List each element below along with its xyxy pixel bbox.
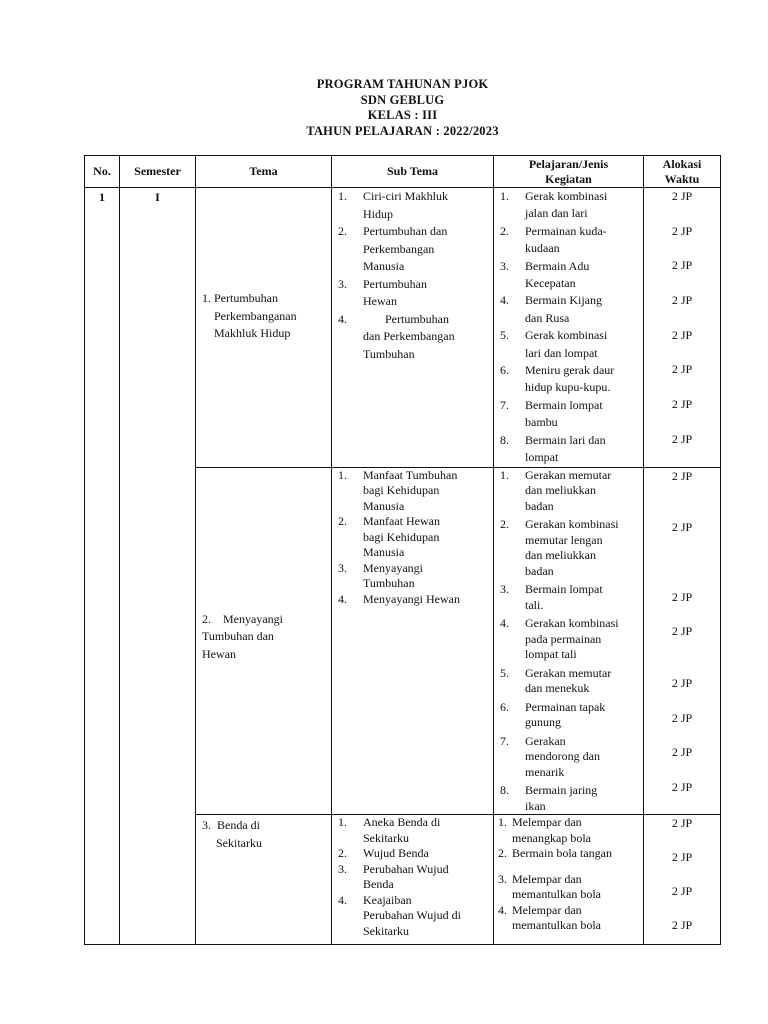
- tema-line: 2. Menyayangi: [202, 611, 283, 626]
- alokasi-list: [644, 188, 720, 458]
- kegiatan-item-line: kudaan: [525, 241, 560, 256]
- kegiatan-item-line: Gerakan kombinasi: [525, 517, 619, 531]
- subtema-item-number: 1.: [338, 189, 347, 203]
- subtema-item-number: 2.: [338, 846, 347, 860]
- tema-line: 3. Benda di: [202, 818, 260, 832]
- subtema-item: [332, 188, 493, 223]
- subtema-cell: [332, 815, 494, 945]
- subtema-item-line: Perkembangan: [363, 241, 435, 256]
- kegiatan-cell: [494, 188, 644, 468]
- tema-cell: [196, 467, 332, 815]
- alokasi-value: 2 JP: [671, 744, 693, 759]
- kegiatan-item-line: badan: [525, 563, 554, 578]
- alokasi-value: 2 JP: [671, 850, 693, 864]
- tema-line: Tumbuhan dan: [202, 629, 274, 643]
- subtema-item-line: Ciri-ciri Makhluk: [363, 189, 448, 203]
- subtema-item: [332, 514, 493, 561]
- kegiatan-item-line: memantulkan bola: [512, 918, 601, 932]
- kegiatan-item: [494, 700, 643, 731]
- kegiatan-item-number: 2.: [500, 517, 509, 531]
- kegiatan-item-line: memutar lengan: [525, 532, 603, 547]
- kegiatan-item-line: lari dan lompat: [525, 345, 598, 360]
- kegiatan-item: [494, 846, 643, 862]
- subtema-item-line: Keajaiban: [363, 892, 412, 907]
- kegiatan-item-number: 1.: [498, 815, 507, 829]
- kegiatan-item-number: 3.: [500, 582, 509, 596]
- alokasi-cell: [644, 467, 721, 815]
- kegiatan-item-number: 6.: [500, 699, 509, 714]
- kegiatan-item-number: 6.: [500, 363, 509, 378]
- kegiatan-item: [494, 292, 643, 327]
- kegiatan-item-line: jalan dan lari: [525, 206, 588, 221]
- subtema-item-line: Sekitarku: [363, 923, 409, 938]
- kegiatan-item-line: gunung: [525, 715, 561, 729]
- document-header: [0, 77, 768, 139]
- kegiatan-item: [494, 223, 643, 258]
- subtema-item-line: Benda: [363, 877, 394, 891]
- kegiatan-item: [494, 517, 643, 579]
- kegiatan-item-number: 3.: [500, 258, 509, 273]
- tema-line: Hewan: [202, 646, 236, 661]
- alokasi-cell: [644, 815, 721, 945]
- kegiatan-item-line: Gerakan: [525, 733, 566, 748]
- kegiatan-item-line: Bermain lompat: [525, 582, 603, 596]
- subtema-item-line: bagi Kehidupan: [363, 529, 440, 544]
- kegiatan-item-number: 7.: [500, 397, 509, 412]
- kegiatan-item-line: Melempar dan: [512, 871, 582, 886]
- kegiatan-list: [494, 468, 643, 815]
- subtema-item: [332, 862, 493, 893]
- kegiatan-item-line: menarik: [525, 764, 565, 779]
- kegiatan-item-line: Permainan kuda-: [525, 223, 607, 238]
- kegiatan-item: [494, 903, 643, 934]
- kegiatan-item: [494, 327, 643, 362]
- kegiatan-item-line: Bermain lari dan: [525, 432, 606, 447]
- kegiatan-item-number: 2.: [498, 846, 507, 860]
- kegiatan-item-line: Gerakan kombinasi: [525, 616, 619, 630]
- kegiatan-item-line: Meniru gerak daur: [525, 363, 615, 378]
- alokasi-value: 2 JP: [671, 468, 693, 483]
- subtema-item-line: Pertumbuhan: [363, 276, 427, 291]
- alokasi-header-line2: Waktu: [664, 171, 700, 186]
- kegiatan-item-line: Gerak kombinasi: [525, 328, 608, 343]
- subtema-item-number: 3.: [338, 861, 347, 876]
- alokasi-value: 2 JP: [671, 884, 693, 898]
- kegiatan-item-number: 4.: [500, 293, 509, 308]
- kegiatan-item-line: Melempar dan: [512, 815, 582, 829]
- tema-line: Makhluk Hidup: [214, 326, 291, 340]
- kegiatan-item-number: 4.: [500, 616, 509, 630]
- row-number-cell: 1: [85, 188, 120, 945]
- subtema-item: [332, 846, 493, 862]
- kegiatan-item-number: 8.: [500, 432, 509, 447]
- kegiatan-item: [494, 397, 643, 432]
- subtema-list: [332, 468, 493, 608]
- subtema-item-line: Pertumbuhan dan: [363, 224, 448, 238]
- subtema-item-line: Menyayangi: [363, 560, 423, 575]
- kegiatan-item-line: lompat: [525, 450, 559, 465]
- tema-line: Perkembanganan: [214, 308, 297, 323]
- kegiatan-list: [494, 815, 643, 934]
- subtema-item-line: bagi Kehidupan: [363, 483, 440, 497]
- kegiatan-item-line: memantulkan bola: [512, 887, 601, 901]
- alokasi-value: 2 JP: [671, 328, 693, 342]
- kegiatan-item-number: 2.: [500, 223, 509, 238]
- kegiatan-item-number: 5.: [500, 665, 509, 680]
- subtema-item-line: Manusia: [363, 498, 405, 513]
- subtema-item: [332, 893, 493, 940]
- alokasi-value: 2 JP: [671, 519, 693, 534]
- kegiatan-item-line: Bermain lompat: [525, 397, 603, 412]
- program-title: PROGRAM TAHUNAN PJOK: [316, 77, 489, 91]
- alokasi-cell: [644, 188, 721, 468]
- subtema-item-line: Manfaat Hewan: [363, 514, 440, 528]
- subtema-item-number: 4.: [338, 892, 347, 907]
- kegiatan-item-line: Bermain Adu: [525, 258, 590, 273]
- kegiatan-item-line: Bermain bola tangan: [512, 846, 612, 860]
- subtema-item-line: Aneka Benda di: [363, 815, 441, 829]
- kegiatan-item-line: Gerakan memutar: [525, 467, 612, 482]
- col-subtema-header: Sub Tema: [332, 156, 494, 188]
- kegiatan-item-number: 1.: [500, 467, 509, 482]
- alokasi-value: 2 JP: [671, 362, 693, 376]
- tema-line: Sekitarku: [216, 835, 262, 850]
- tema-line: 1. Pertumbuhan: [202, 291, 278, 305]
- subtema-item-line: Tumbuhan: [363, 576, 415, 590]
- subtema-item-line: dan Perkembangan: [363, 329, 455, 343]
- kegiatan-item: [494, 666, 643, 697]
- kegiatan-item-line: Gerakan memutar: [525, 665, 612, 680]
- kegiatan-item-line: Gerak kombinasi: [525, 189, 608, 203]
- alokasi-header-line1: Alokasi: [662, 156, 702, 171]
- kegiatan-item-line: bambu: [525, 415, 558, 430]
- annual-program-table: [84, 155, 721, 945]
- alokasi-value: 2 JP: [671, 432, 693, 446]
- kegiatan-item-number: 5.: [500, 328, 509, 343]
- kegiatan-item-line: dan meliukkan: [525, 483, 596, 497]
- subtema-item-line: Menyayangi Hewan: [363, 591, 460, 606]
- subtema-item: [332, 468, 493, 515]
- kegiatan-item-line: tali.: [525, 597, 544, 612]
- kegiatan-item-line: mendorong dan: [525, 749, 600, 763]
- subtema-item-line: Tumbuhan: [363, 346, 415, 361]
- alokasi-value: 2 JP: [671, 675, 693, 690]
- subtema-item-number: 3.: [338, 560, 347, 575]
- alokasi-value: 2 JP: [671, 623, 693, 638]
- kegiatan-header-line2: Kegiatan: [545, 171, 592, 186]
- kegiatan-item-line: pada permainan: [525, 631, 602, 646]
- subtema-item-line: Manusia: [363, 259, 405, 273]
- alokasi-value: 2 JP: [671, 397, 693, 411]
- alokasi-value: 2 JP: [671, 918, 693, 932]
- alokasi-value: 2 JP: [671, 589, 693, 604]
- kegiatan-list: [494, 188, 643, 467]
- alokasi-value: 2 JP: [671, 258, 693, 272]
- col-tema-header: Tema: [196, 156, 332, 188]
- kegiatan-item: [494, 258, 643, 293]
- kegiatan-item-number: 1.: [500, 189, 509, 203]
- kegiatan-item-line: Bermain Kijang: [525, 293, 602, 308]
- header-row: [85, 156, 721, 188]
- kegiatan-item-line: Melempar dan: [512, 902, 582, 917]
- subtema-item-number: 2.: [338, 224, 347, 238]
- kegiatan-item-line: dan meliukkan: [525, 548, 596, 562]
- kegiatan-item-line: Kecepatan: [525, 276, 576, 291]
- kegiatan-item: [494, 432, 643, 467]
- kegiatan-cell: [494, 467, 644, 815]
- kegiatan-item-line: lompat tali: [525, 647, 577, 661]
- kegiatan-item-line: dan Rusa: [525, 310, 570, 325]
- subtema-item-line: Manusia: [363, 545, 405, 559]
- kegiatan-item-line: Bermain jaring: [525, 783, 598, 797]
- kegiatan-item-line: menangkap bola: [512, 830, 591, 845]
- kegiatan-cell: [494, 815, 644, 945]
- kegiatan-item-number: 7.: [500, 733, 509, 748]
- tema-cell: [196, 188, 332, 468]
- subtema-list: [332, 188, 493, 363]
- alokasi-value: 2 JP: [671, 189, 693, 203]
- kegiatan-item-line: ikan: [525, 798, 546, 813]
- kegiatan-item: [494, 872, 643, 903]
- alokasi-value: 2 JP: [671, 816, 693, 830]
- col-kegiatan-header: [494, 156, 644, 188]
- col-semester-header: Semester: [120, 156, 196, 188]
- semester-cell: I: [120, 188, 196, 945]
- subtema-item-line: Perubahan Wujud: [363, 861, 449, 876]
- kegiatan-item-line: badan: [525, 498, 554, 513]
- alokasi-list: [644, 468, 720, 812]
- subtema-list: [332, 815, 493, 939]
- tema-cell: [196, 815, 332, 945]
- kegiatan-item: [494, 582, 643, 613]
- subtema-cell: [332, 467, 494, 815]
- subtema-item: [332, 311, 493, 364]
- subtema-item: [332, 276, 493, 311]
- subtema-cell: [332, 188, 494, 468]
- alokasi-value: 2 JP: [671, 710, 693, 725]
- kegiatan-item: [494, 362, 643, 397]
- subtema-item-line: Hewan: [363, 294, 397, 308]
- alokasi-list: [644, 815, 720, 943]
- subtema-item-line: Perubahan Wujud di: [363, 908, 461, 922]
- kegiatan-item: [494, 815, 643, 846]
- class-label: KELAS : III: [367, 108, 438, 122]
- subtema-item-line: Manfaat Tumbuhan: [363, 467, 458, 482]
- subtema-item-line: Sekitarku: [363, 830, 409, 845]
- subtema-item-line: Pertumbuhan: [385, 311, 449, 326]
- kegiatan-item-number: 8.: [500, 783, 509, 797]
- subtema-item-line: Wujud Benda: [363, 846, 429, 860]
- table-row: [85, 188, 721, 468]
- alokasi-value: 2 JP: [671, 224, 693, 238]
- col-alokasi-header: [644, 156, 721, 188]
- subtema-item: [332, 223, 493, 276]
- kegiatan-item-number: 3.: [498, 871, 507, 886]
- subtema-item-number: 1.: [338, 467, 347, 482]
- alokasi-value: 2 JP: [671, 779, 693, 794]
- subtema-item-number: 3.: [338, 276, 347, 291]
- kegiatan-item-line: Permainan tapak: [525, 699, 606, 714]
- kegiatan-item: [494, 188, 643, 223]
- subtema-item: [332, 592, 493, 608]
- subtema-item-number: 4.: [338, 591, 347, 606]
- kegiatan-item-line: hidup kupu-kupu.: [525, 380, 611, 395]
- kegiatan-item: [494, 734, 643, 781]
- kegiatan-item-line: dan menekuk: [525, 681, 590, 695]
- subtema-item: [332, 561, 493, 592]
- school-name: SDN GEBLUG: [360, 92, 445, 107]
- subtema-item-number: 4.: [338, 311, 347, 326]
- subtema-item: [332, 815, 493, 846]
- kegiatan-header-line1: Pelajaran/Jenis: [528, 156, 609, 171]
- subtema-item-line: Hidup: [363, 206, 393, 221]
- kegiatan-item: [494, 616, 643, 663]
- subtema-item-number: 2.: [338, 514, 347, 528]
- kegiatan-item-number: 4.: [498, 902, 507, 917]
- kegiatan-item: [494, 468, 643, 515]
- alokasi-value: 2 JP: [671, 293, 693, 307]
- col-no-header: No.: [85, 156, 120, 188]
- kegiatan-item: [494, 783, 643, 814]
- school-year: TAHUN PELAJARAN : 2022/2023: [306, 123, 499, 138]
- subtema-item-number: 1.: [338, 815, 347, 829]
